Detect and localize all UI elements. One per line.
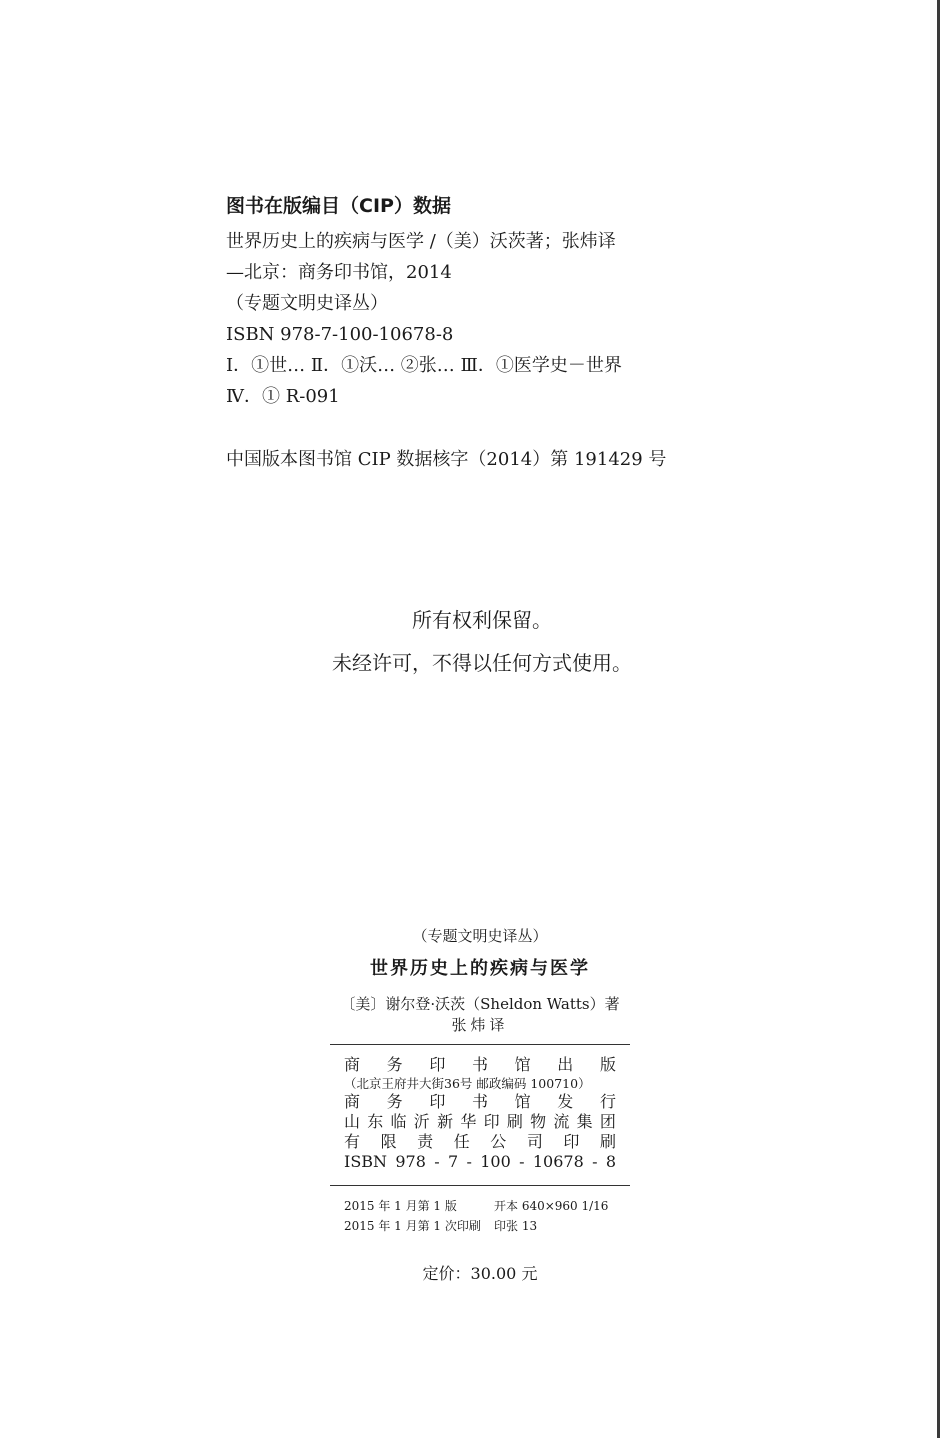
cip-line-publisher: —北京：商务印书馆，2014 [226, 262, 452, 283]
edition-row-2 [344, 1216, 616, 1236]
publisher-address: （北京王府井大街36号 邮政编码 100710） [344, 1076, 591, 1091]
publisher-block [330, 1045, 630, 1176]
distributor-line: 商 务 印 书 馆 发 行 [344, 1092, 616, 1111]
cip-line-classification-1: Ⅰ．①世… Ⅱ．①沃… ②张… Ⅲ．①医学史－世界 [226, 355, 622, 376]
rights-reserved: 所有权利保留。 [412, 608, 552, 632]
printer-line-1: 山 东 临 沂 新 华 印 刷 物 流 集 团 [344, 1112, 616, 1131]
colophon [330, 924, 630, 1286]
cip-heading: 图书在版编目（CIP）数据 [226, 195, 451, 217]
format-size: 开本 640×960 1/16 [494, 1199, 609, 1213]
cip-line-isbn: ISBN 978-7-100-10678-8 [226, 324, 454, 345]
cip-record-number: 中国版本图书馆 CIP 数据核字（2014）第 191429 号 [226, 449, 667, 470]
rights-usage-notice: 未经许可，不得以任何方式使用。 [332, 651, 632, 675]
colophon-author: 〔美〕谢尔登·沃茨（Sheldon Watts）著 [340, 995, 620, 1013]
cip-block [226, 192, 786, 412]
edition-block [330, 1186, 630, 1236]
publisher-line: 商 务 印 书 馆 出 版 [344, 1055, 616, 1074]
colophon-title: 世界历史上的疾病与医学 [370, 958, 590, 979]
colophon-series: （专题文明史译丛） [412, 927, 548, 945]
edition-date: 2015 年 1 月第 1 版 [344, 1199, 457, 1213]
edition-row-1 [344, 1196, 616, 1216]
price: 定价：30.00 元 [422, 1264, 538, 1283]
cip-line-classification-2: Ⅳ．① R-091 [226, 386, 340, 407]
printer-line-2: 有 限 责 任 公 司 印 刷 [344, 1132, 616, 1151]
sheet-count: 印张 13 [494, 1219, 538, 1233]
cip-line-series: （专题文明史译丛） [226, 293, 388, 314]
colophon-isbn: ISBN 978 - 7 - 100 - 10678 - 8 [344, 1152, 616, 1171]
cip-line-title: 世界历史上的疾病与医学 /（美）沃茨著；张炜译 [226, 231, 616, 252]
printing-date: 2015 年 1 月第 1 次印刷 [344, 1219, 481, 1233]
colophon-translator: 张炜译 [451, 1016, 509, 1034]
